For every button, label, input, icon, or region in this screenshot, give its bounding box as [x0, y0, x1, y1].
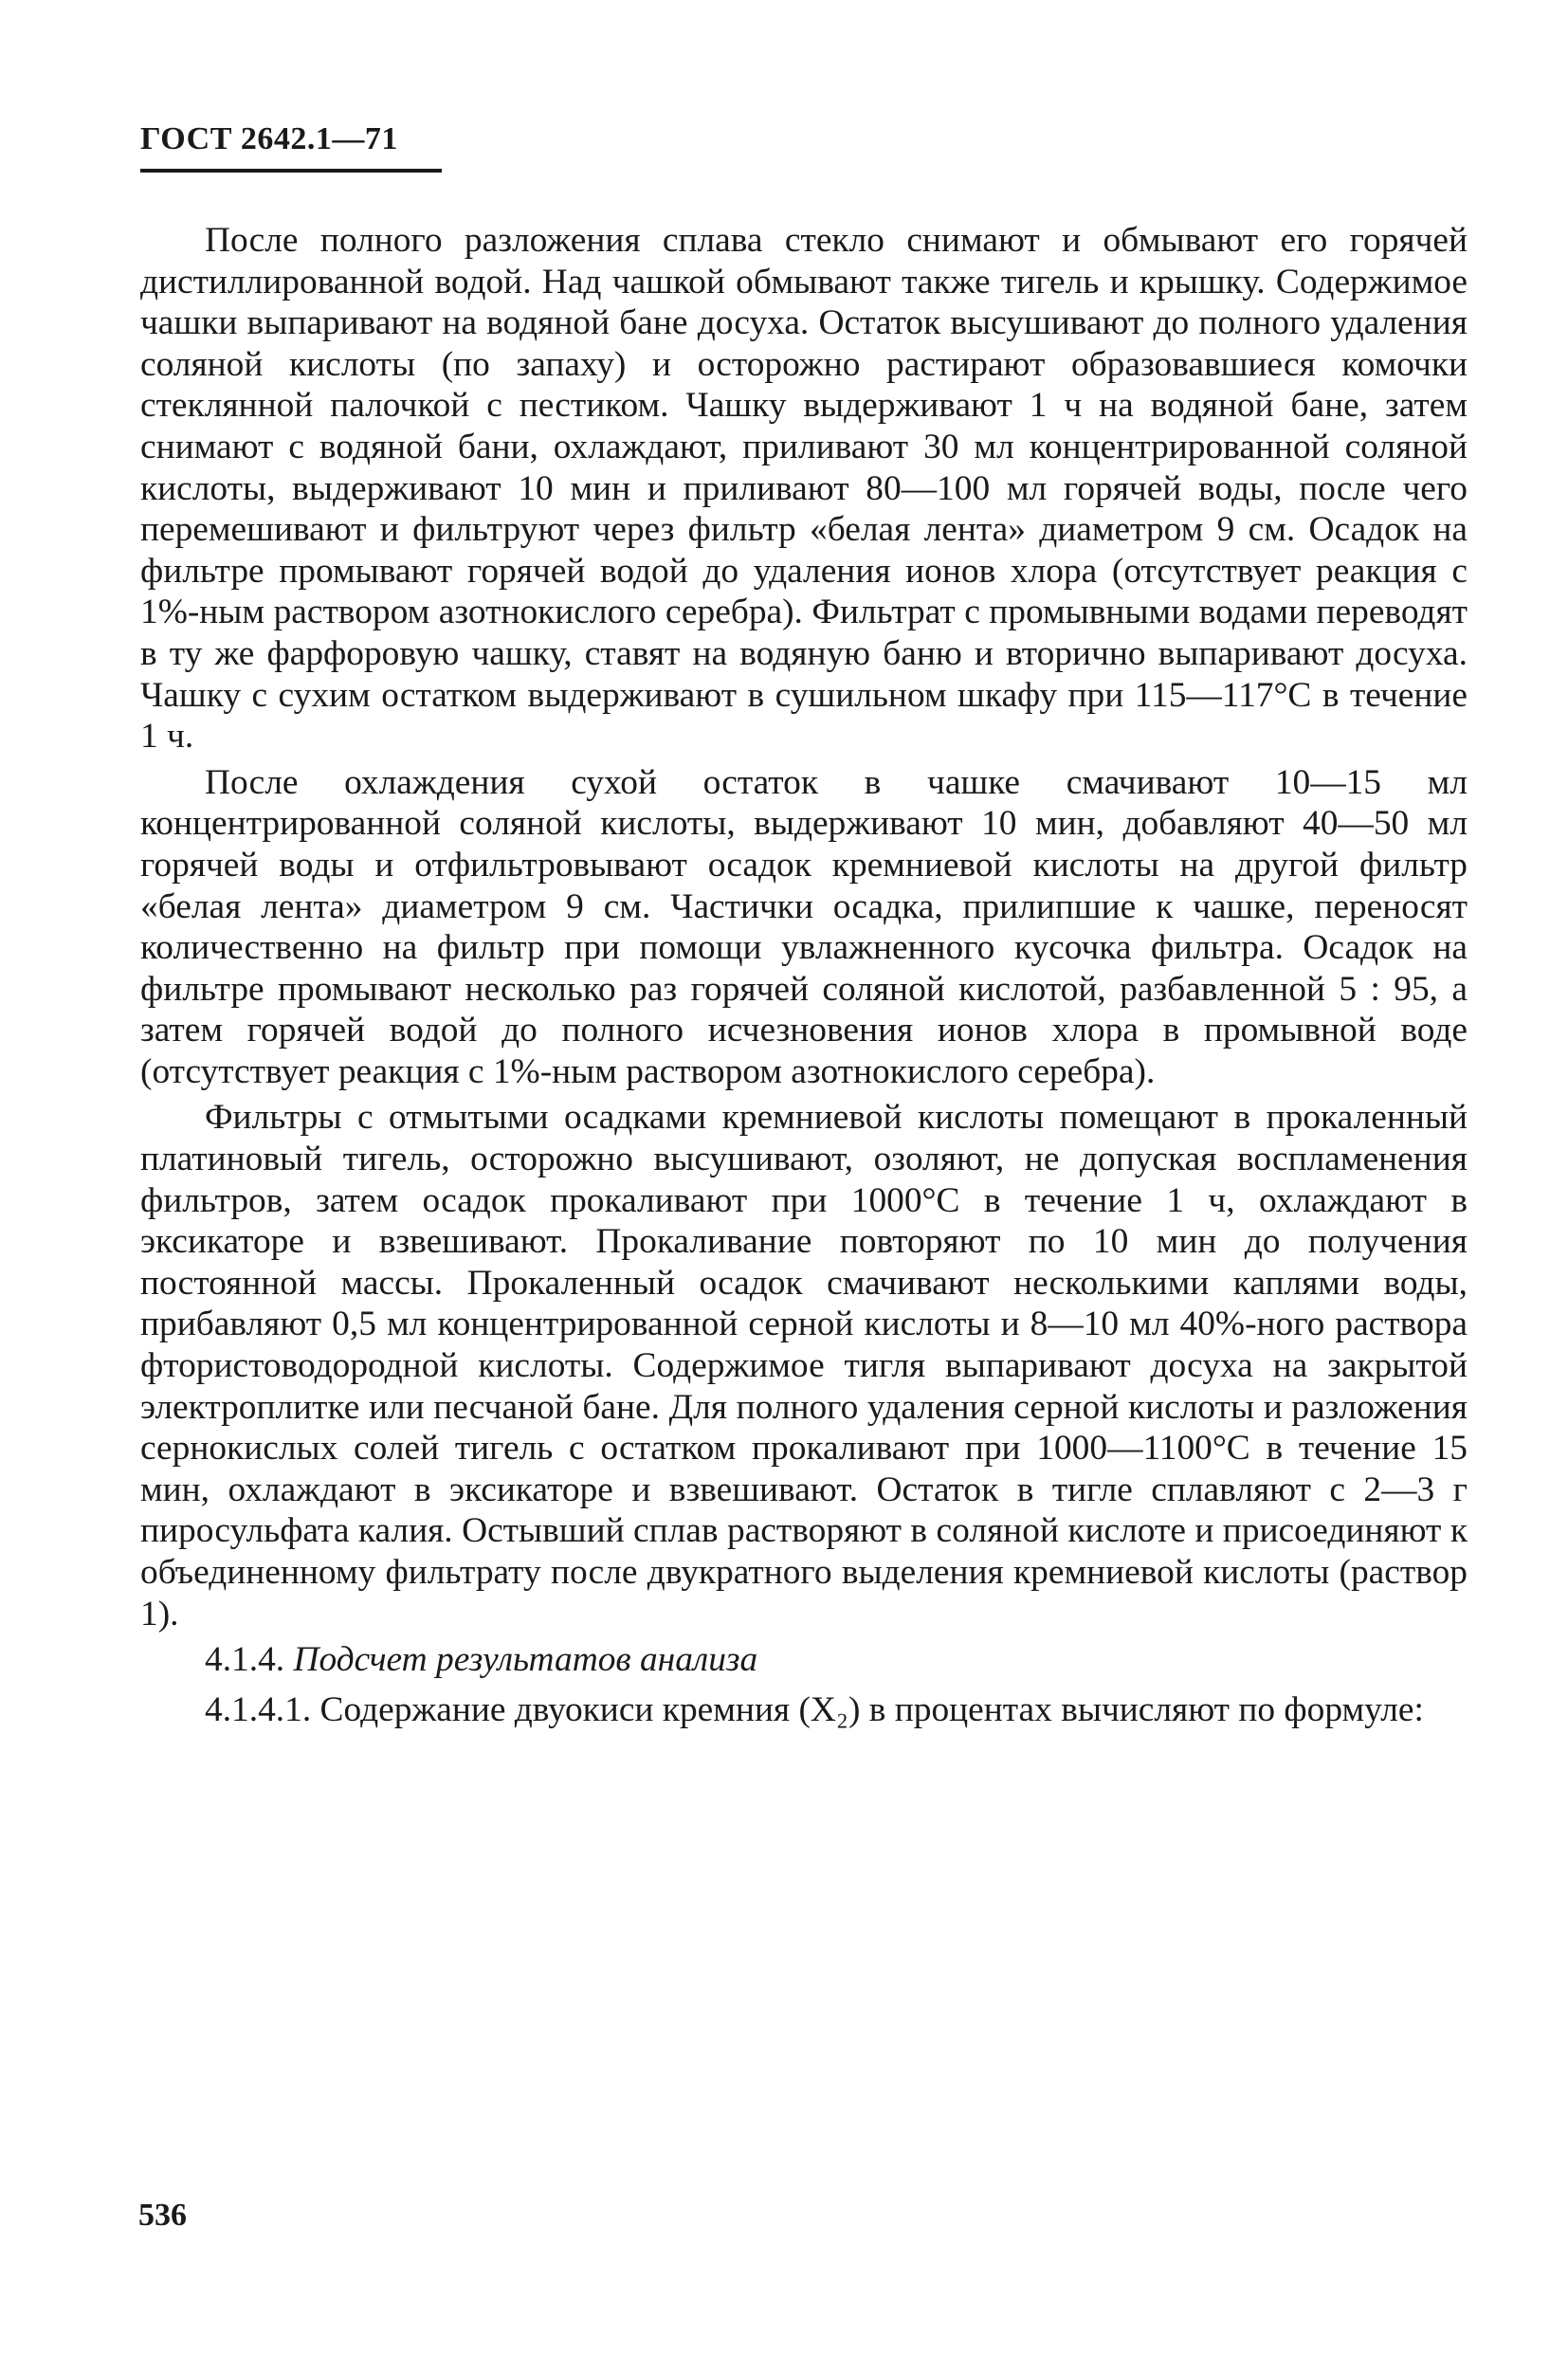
- paragraph-filters: Фильтры с отмытыми осадками кремниевой кислоты помещают в прокаленный платиновый тигель, осторожно высушивают, озоляют, не допуская воспламенения фильтров, затем осадок прокаливают при 1000°С в течение 1 ч, охлаждают в эксикаторе и взвешивают. Прокаливание повторяют по 10 мин до получения постоянной массы. Прокаленный осадок смачивают несколькими каплями воды, прибавляют 0,5 мл концентрированной серной кислоты и 8—10 мл 40%-ного раствора фтористоводородной кислоты. Содержимое тигля выпаривают досуха на закрытой электроплитке или песчаной бане. Для полного удаления серной кислоты и разложения сернокислых солей тигель с остатком прокаливают при 1000—1100°С в течение 15 мин, охлаждают в эксикаторе и взвешивают. Остаток в тигле сплавляют с 2—3 г пиросульфата калия. Остывший сплав растворяют в соляной кислоте и присоединяют к объединенному фильтрату после двукратного выделения кремниевой кислоты (раствор 1).: [140, 1098, 1468, 1634]
- page-number: 536: [138, 2198, 187, 2233]
- section-number: 4.1.4.: [205, 1640, 285, 1680]
- section-heading-4-1-4: [140, 1639, 1468, 1681]
- paragraph-cooling: После охлаждения сухой остаток в чашке смачивают 10—15 мл концентрированной соляной кислоты, выдерживают 10 мин, добавляют 40—50 мл горячей воды и отфильтровывают осадок кремниевой кислоты на другой фильтр «белая лента» диаметром 9 см. Частички осадка, прилипшие к чашке, переносят количественно на фильтр при помощи увлажненного кусочка фильтра. Осадок на фильтре промывают несколько раз горячей соляной кислотой, разбавленной 5 : 95, а затем горячей водой до полного исчезновения ионов хлора в промывной воде (отсутствует реакция с 1%-ным раствором азотнокислого серебра).: [140, 762, 1468, 1091]
- document-header: ГОСТ 2642.1—71: [140, 121, 398, 156]
- header-underline: [140, 169, 442, 173]
- section-title: Подсчет результатов анализа: [293, 1640, 758, 1680]
- paragraph-4-1-4-1: 4.1.4.1. Содержание двуокиси кремния (X₂) в процентах вычисляют по формуле:: [205, 1689, 1424, 1729]
- paragraph-dissolution: После полного разложения сплава стекло снимают и обмывают его горячей дистиллированной водой. Над чашкой обмывают также тигель и крышку. Содержимое чашки выпаривают на водяной бане досуха. Остаток высушивают до полного удаления соляной кислоты (по запаху) и осторожно растирают образовавшиеся комочки стеклянной палочкой с пестиком. Чашку выдерживают 1 ч на водяной бане, затем снимают с водяной бани, охлаждают, приливают 30 мл концентрированной соляной кислоты, выдерживают 10 мин и приливают 80—100 мл горячей воды, после чего перемешивают и фильтруют через фильтр «белая лента» диаметром 9 см. Осадок на фильтре промывают горячей водой до удаления ионов хлора (отсутствует реакция с 1%-ным раствором азотнокислого серебра). Фильтрат с промывными водами переводят в ту же фарфоровую чашку, ставят на водяную баню и вторично выпаривают досуха. Чашку с сухим остатком выдерживают в сушильном шкафу при 115—117°С в течение 1 ч.: [140, 221, 1468, 757]
- document-body: [140, 220, 1468, 1735]
